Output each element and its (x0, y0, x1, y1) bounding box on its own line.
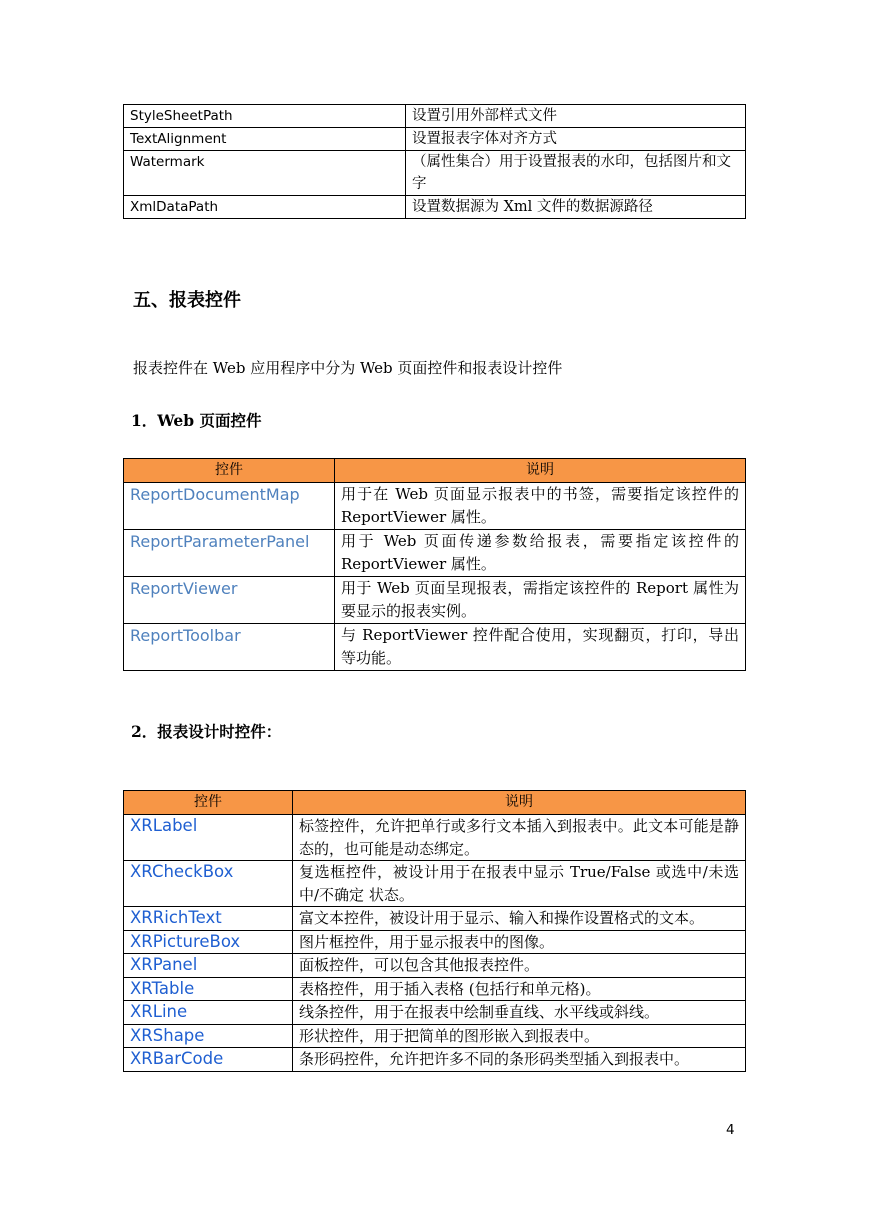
control-name: ReportViewer (124, 577, 335, 624)
table-row (124, 530, 746, 577)
table-row (124, 105, 746, 128)
table-row (124, 977, 746, 1001)
table-row (124, 861, 746, 907)
table-row (124, 624, 746, 671)
table-row (124, 1001, 746, 1025)
table-header-row (124, 459, 746, 483)
control-name: XRRichText (124, 907, 293, 931)
control-name: XRBarCode (124, 1048, 293, 1072)
control-description: 表格控件，用于插入表格 (包括行和单元格)。 (293, 977, 746, 1001)
control-description: 面板控件，可以包含其他报表控件。 (293, 954, 746, 978)
property-description: 设置引用外部样式文件 (406, 105, 746, 128)
table-row (124, 815, 746, 861)
property-description: 设置数据源为 Xml 文件的数据源路径 (406, 196, 746, 219)
control-description: 线条控件，用于在报表中绘制垂直线、水平线或斜线。 (293, 1001, 746, 1025)
control-name: XRLabel (124, 815, 293, 861)
property-description: （属性集合）用于设置报表的水印，包括图片和文字 (406, 151, 746, 196)
properties-table (123, 104, 746, 219)
control-name: XRTable (124, 977, 293, 1001)
property-name: XmlDataPath (124, 196, 406, 219)
table-row (124, 930, 746, 954)
subsection-title-design-controls: 2．报表设计时控件： (131, 722, 282, 741)
control-description: 用于 Web 页面传递参数给报表，需要指定该控件的 ReportViewer 属性。 (335, 530, 746, 577)
control-name: XRShape (124, 1024, 293, 1048)
table-row (124, 577, 746, 624)
control-description: 与 ReportViewer 控件配合使用，实现翻页，打印，导出等功能。 (335, 624, 746, 671)
control-description: 富文本控件，被设计用于显示、输入和操作设置格式的文本。 (293, 907, 746, 931)
property-name: StyleSheetPath (124, 105, 406, 128)
table-row (124, 907, 746, 931)
table-header-row (124, 791, 746, 815)
column-header: 说明 (335, 459, 746, 483)
design-controls-table (123, 790, 746, 1072)
control-name: ReportParameterPanel (124, 530, 335, 577)
section-title: 五、报表控件 (133, 290, 241, 311)
control-name: XRLine (124, 1001, 293, 1025)
table-row (124, 151, 746, 196)
control-name: XRCheckBox (124, 861, 293, 907)
page-number: 4 (726, 1122, 735, 1138)
control-name: ReportDocumentMap (124, 483, 335, 530)
control-name: XRPanel (124, 954, 293, 978)
control-description: 图片框控件，用于显示报表中的图像。 (293, 930, 746, 954)
column-header: 控件 (124, 459, 335, 483)
web-controls-table (123, 458, 746, 671)
intro-paragraph: 报表控件在 Web 应用程序中分为 Web 页面控件和报表设计控件 (133, 359, 563, 377)
table-row (124, 1024, 746, 1048)
control-description: 用于在 Web 页面显示报表中的书签，需要指定该控件的 ReportViewer 属性。 (335, 483, 746, 530)
control-name: XRPictureBox (124, 930, 293, 954)
subsection-title-web-controls: 1．Web 页面控件 (131, 411, 262, 430)
control-name: ReportToolbar (124, 624, 335, 671)
table-row (124, 128, 746, 151)
control-description: 复选框控件，被设计用于在报表中显示 True/False 或选中/未选中/不确定 状态。 (293, 861, 746, 907)
table-row (124, 483, 746, 530)
property-description: 设置报表字体对齐方式 (406, 128, 746, 151)
table-row (124, 954, 746, 978)
table-row (124, 196, 746, 219)
column-header: 控件 (124, 791, 293, 815)
control-description: 用于 Web 页面呈现报表，需指定该控件的 Report 属性为要显示的报表实例。 (335, 577, 746, 624)
control-description: 标签控件，允许把单行或多行文本插入到报表中。此文本可能是静态的，也可能是动态绑定。 (293, 815, 746, 861)
property-name: Watermark (124, 151, 406, 196)
column-header: 说明 (293, 791, 746, 815)
table-row (124, 1048, 746, 1072)
control-description: 形状控件，用于把简单的图形嵌入到报表中。 (293, 1024, 746, 1048)
property-name: TextAlignment (124, 128, 406, 151)
control-description: 条形码控件，允许把许多不同的条形码类型插入到报表中。 (293, 1048, 746, 1072)
